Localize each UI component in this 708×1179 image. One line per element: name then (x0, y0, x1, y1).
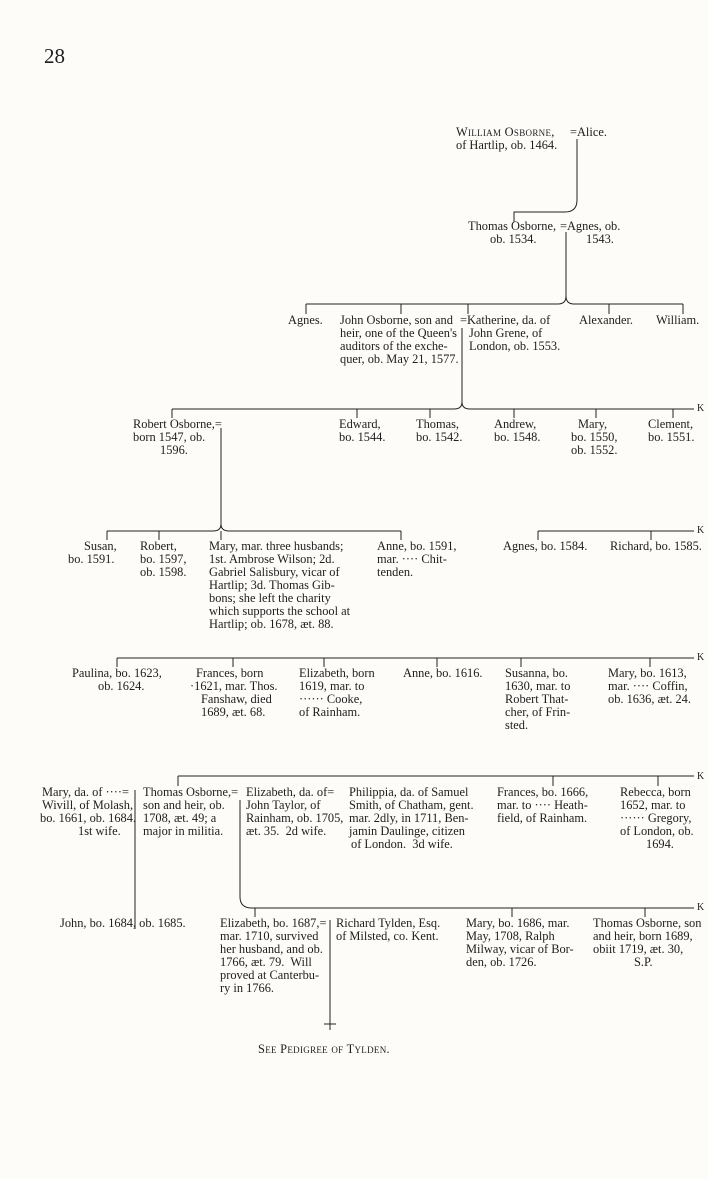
see-pedigree-note: See Pedigree of Tylden. (258, 1042, 390, 1056)
elizabeth-1687-line2: mar. 1710, survived (220, 929, 319, 943)
alice-name: =Alice. (570, 125, 607, 139)
mary-gen5-line3: Gabriel Salisbury, vicar of (209, 565, 340, 579)
elizabeth-1687-line3: her husband, and ob. (220, 942, 323, 956)
rebecca-line5: 1694. (646, 837, 674, 851)
agnes-wife-detail: 1543. (586, 232, 614, 246)
thomas-osborne-1534-detail: ob. 1534. (490, 232, 537, 246)
mary-milway-line4: den, ob. 1726. (466, 955, 537, 969)
mary-gen5-line6: which supports the school at (209, 604, 351, 618)
philippia-line4: jamin Daulinge, citizen (349, 824, 465, 838)
philippia-line1: Philippia, da. of Samuel (349, 785, 469, 799)
thomas-1689-line3: obiit 1719, æt. 30, (593, 942, 684, 956)
william-osborne-name: William Osborne, (456, 125, 555, 139)
andrew-detail: bo. 1548. (494, 430, 541, 444)
elizabeth-1687-line6: ry in 1766. (220, 981, 275, 995)
richard-tylden-line1: Richard Tylden, Esq. (336, 916, 441, 930)
susanna-line4: cher, of Frin- (505, 705, 571, 719)
agnes-1584: Agnes, bo. 1584. (503, 539, 588, 553)
philippia-line2: Smith, of Chatham, gent. (349, 798, 474, 812)
frances-fanshaw-line1: Frances, born (196, 666, 264, 680)
mary-gen5-line5: bons; she left the charity (209, 591, 331, 605)
philippia-line3: mar. 2dly, in 1711, Ben- (349, 811, 469, 825)
alexander-gen3: Alexander. (579, 313, 634, 327)
philippia-line5: of London. 3d wife. (351, 837, 453, 851)
thomas-major-line4: major in militia. (143, 824, 224, 838)
john-osborne-line1: John Osborne, son and (340, 313, 453, 327)
elizabeth-cooke-line4: of Rainham. (299, 705, 361, 719)
susan-detail: bo. 1591. (68, 552, 115, 566)
anne-1591-line3: tenden. (377, 565, 414, 579)
paulina-name: Paulina, bo. 1623, (72, 666, 162, 680)
john-osborne-line2: heir, one of the Queen's (340, 326, 457, 340)
susanna-line3: Robert That- (505, 692, 569, 706)
clement-name: Clement, (648, 417, 694, 431)
elizabeth-cooke-line2: 1619, mar. to (299, 679, 365, 693)
edward-detail: bo. 1544. (339, 430, 386, 444)
richard-1585: Richard, bo. 1585. (610, 539, 702, 553)
frances-fanshaw-line2: ·1621, mar. Thos. (190, 679, 278, 693)
thomas-1542-detail: bo. 1542. (416, 430, 463, 444)
elizabeth-cooke-line1: Elizabeth, born (299, 666, 375, 680)
rebecca-line2: 1652, mar. to (620, 798, 686, 812)
thomas-1542-name: Thomas, (416, 417, 460, 431)
frances-fanshaw-line4: 1689, æt. 68. (201, 705, 266, 719)
elizabeth-taylor-line1: Elizabeth, da. of= (246, 785, 335, 799)
continuation-mark-gen7: K (697, 771, 705, 782)
mary-1550-line1: Mary, (578, 417, 608, 431)
continuation-mark-gen4: K (697, 403, 705, 414)
mary-gen5-line7: Hartlip; ob. 1678, æt. 88. (209, 617, 334, 631)
thomas-major-line2: son and heir, ob. (143, 798, 225, 812)
katherine-line2: John Grene, of (469, 326, 543, 340)
richard-tylden-line2: of Milsted, co. Kent. (336, 929, 439, 943)
thomas-1689-line4: S.P. (634, 955, 653, 969)
thomas-1689-line2: and heir, born 1689, (593, 929, 693, 943)
robert-1547-line3: 1596. (160, 443, 188, 457)
elizabeth-1687-line5: proved at Canterbu- (220, 968, 320, 982)
thomas-osborne-1534-name: Thomas Osborne, (468, 219, 557, 233)
mary-milway-line1: Mary, bo. 1686, mar. (466, 916, 570, 930)
mary-gen5-line1: Mary, mar. three husbands; (209, 539, 344, 553)
frances-heathfield-line2: mar. to ···· Heath- (497, 798, 588, 812)
paulina-detail: ob. 1624. (98, 679, 145, 693)
thomas-major-line1: Thomas Osborne,= (143, 785, 239, 799)
katherine-line1: =Katherine, da. of (460, 313, 551, 327)
mary-wivill-line4: 1st wife. (78, 824, 121, 838)
elizabeth-1687-line4: 1766, æt. 79. Will (220, 955, 312, 969)
mary-milway-line2: May, 1708, Ralph (466, 929, 555, 943)
mary-gen5-line4: Hartlip; 3d. Thomas Gib- (209, 578, 335, 592)
elizabeth-taylor-line2: John Taylor, of (246, 798, 321, 812)
william-osborne-detail: of Hartlip, ob. 1464. (456, 138, 558, 152)
elizabeth-taylor-line4: æt. 35. 2d wife. (246, 824, 327, 838)
anne-1591-line2: mar. ···· Chit- (377, 552, 447, 566)
continuation-mark-gen8: K (697, 902, 705, 913)
continuation-mark-gen6: K (697, 652, 705, 663)
agnes-gen3: Agnes. (288, 313, 323, 327)
thomas-1689-line1: Thomas Osborne, son (593, 916, 702, 930)
anne-1591-line1: Anne, bo. 1591, (377, 539, 457, 553)
clement-detail: bo. 1551. (648, 430, 695, 444)
continuation-mark-gen5: K (697, 525, 705, 536)
robert-1547-line2: born 1547, ob. (133, 430, 206, 444)
edward-name: Edward, (339, 417, 381, 431)
mary-wivill-line2: Wivill, of Molash, (42, 798, 134, 812)
elizabeth-cooke-line3: ······ Cooke, (299, 692, 363, 706)
anne-1616: Anne, bo. 1616. (403, 666, 483, 680)
thomas-major-line3: 1708, æt. 49; a (143, 811, 217, 825)
andrew-name: Andrew, (494, 417, 537, 431)
agnes-wife-name: =Agnes, ob. (560, 219, 621, 233)
susanna-line1: Susanna, bo. (505, 666, 568, 680)
mary-wivill-line3: bo. 1661, ob. 1684. (40, 811, 137, 825)
frances-heathfield-line1: Frances, bo. 1666, (497, 785, 589, 799)
william-gen3: William. (656, 313, 700, 327)
mary-coffin-line3: ob. 1636, æt. 24. (608, 692, 691, 706)
mary-wivill-line1: Mary, da. of ····= (42, 785, 130, 799)
john-osborne-line3: auditors of the exche- (340, 339, 448, 353)
rebecca-line1: Rebecca, born (620, 785, 691, 799)
elizabeth-taylor-line3: Rainham, ob. 1705, (246, 811, 344, 825)
mary-coffin-line1: Mary, bo. 1613, (608, 666, 687, 680)
katherine-line3: London, ob. 1553. (469, 339, 561, 353)
rebecca-line3: ······ Gregory, (620, 811, 692, 825)
john-osborne-line4: quer, ob. May 21, 1577. (340, 352, 459, 366)
robert-1597-line1: Robert, (140, 539, 177, 553)
robert-1547-line1: Robert Osborne,= (133, 417, 222, 431)
susanna-line5: sted. (505, 718, 529, 732)
frances-heathfield-line3: field, of Rainham. (497, 811, 588, 825)
mary-1550-line3: ob. 1552. (571, 443, 618, 457)
john-1684: John, bo. 1684, ob. 1685. (60, 916, 186, 930)
page-number: 28 (44, 44, 65, 68)
robert-1597-line3: ob. 1598. (140, 565, 187, 579)
frances-fanshaw-line3: Fanshaw, died (201, 692, 272, 706)
mary-gen5-line2: 1st. Ambrose Wilson; 2d. (209, 552, 335, 566)
susan-name: Susan, (84, 539, 117, 553)
susanna-line2: 1630, mar. to (505, 679, 571, 693)
rebecca-line4: of London, ob. (620, 824, 694, 838)
robert-1597-line2: bo. 1597, (140, 552, 187, 566)
mary-coffin-line2: mar. ···· Coffin, (608, 679, 688, 693)
mary-milway-line3: Milway, vicar of Bor- (466, 942, 574, 956)
mary-1550-line2: bo. 1550, (571, 430, 618, 444)
elizabeth-1687-line1: Elizabeth, bo. 1687,= (220, 916, 327, 930)
